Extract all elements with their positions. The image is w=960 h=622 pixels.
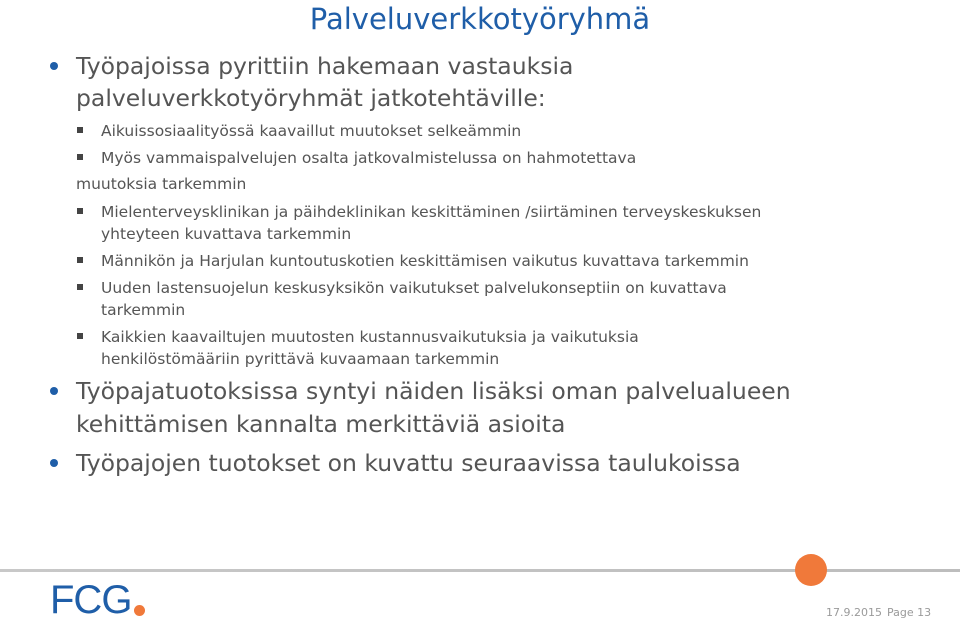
square-bullet-icon <box>77 284 83 290</box>
sub-item-text: henkilöstömääriin pyrittävä kuvaamaan tarkemmin <box>101 350 500 368</box>
bullet-item-1-cont <box>76 82 936 114</box>
sub-item <box>101 147 941 169</box>
square-bullet-icon <box>77 154 83 160</box>
bullet-item-1 <box>76 50 936 82</box>
bullet-item-2-line-1: Työpajatuotoksissa syntyi näiden lisäksi oman palvelualueen <box>76 377 791 405</box>
logo-dot-icon <box>134 605 145 616</box>
square-bullet-icon <box>77 127 83 133</box>
page-number: Page 13 <box>887 606 932 619</box>
square-bullet-icon <box>77 208 83 214</box>
bullet-item-3 <box>76 447 936 479</box>
slide-title-text: Palveluverkkotyöryhmä <box>309 2 651 36</box>
bullet-item-3-line-1: Työpajojen tuotokset on kuvattu seuraavissa taulukoissa <box>76 449 741 477</box>
sub-item-continuation <box>101 348 941 370</box>
bullet-item-2-line-2: kehittämisen kannalta merkittäviä asioita <box>76 410 566 438</box>
round-bullet-icon <box>50 387 58 395</box>
footer-date: 17.9.2015 <box>826 606 882 619</box>
sub-item-continuation <box>101 299 941 321</box>
sub-item-text: Mielenterveysklinikan ja päihdeklinikan keskittäminen /siirtäminen terveyskeskuksen <box>101 203 762 221</box>
sub-item-text: Kaikkien kaavailtujen muutosten kustannusvaikutuksia ja vaikutuksia <box>101 328 639 346</box>
sub-item-text: Aikuissosiaalityössä kaavaillut muutokset selkeämmin <box>101 122 522 140</box>
sub-item-text: Männikön ja Harjulan kuntoutuskotien keskittämisen vaikutus kuvattava tarkemmin <box>101 252 749 270</box>
sub-item-text: tarkemmin <box>101 301 186 319</box>
bullet-item-2-cont <box>76 408 936 440</box>
sub-item <box>101 120 941 142</box>
sub-item-continuation <box>76 173 246 195</box>
sub-item <box>101 250 941 272</box>
sub-item-text: Myös vammaispalvelujen osalta jatkovalmistelussa on hahmotettava <box>101 149 637 167</box>
bullet-item-2 <box>76 375 936 407</box>
logo-text: FCG <box>50 578 132 622</box>
bullet-item-1-line-1: Työpajoissa pyrittiin hakemaan vastauksia <box>76 52 574 80</box>
sub-item <box>101 277 941 299</box>
square-bullet-icon <box>77 257 83 263</box>
sub-item <box>101 326 941 348</box>
fcg-logo <box>50 580 145 620</box>
sub-item-text: yhteyteen kuvattava tarkemmin <box>101 225 352 243</box>
sub-item-text: Uuden lastensuojelun keskusyksikön vaikutukset palvelukonseptiin on kuvattava <box>101 279 727 297</box>
bullet-item-1-line-2: palveluverkkotyöryhmät jatkotehtäville: <box>76 84 546 112</box>
sub-item-continuation <box>101 223 941 245</box>
round-bullet-icon <box>50 459 58 467</box>
round-bullet-icon <box>50 62 58 70</box>
footer-accent-dot <box>795 554 827 586</box>
sub-item <box>101 201 941 223</box>
square-bullet-icon <box>77 333 83 339</box>
sub-item-text: muutoksia tarkemmin <box>76 175 247 193</box>
